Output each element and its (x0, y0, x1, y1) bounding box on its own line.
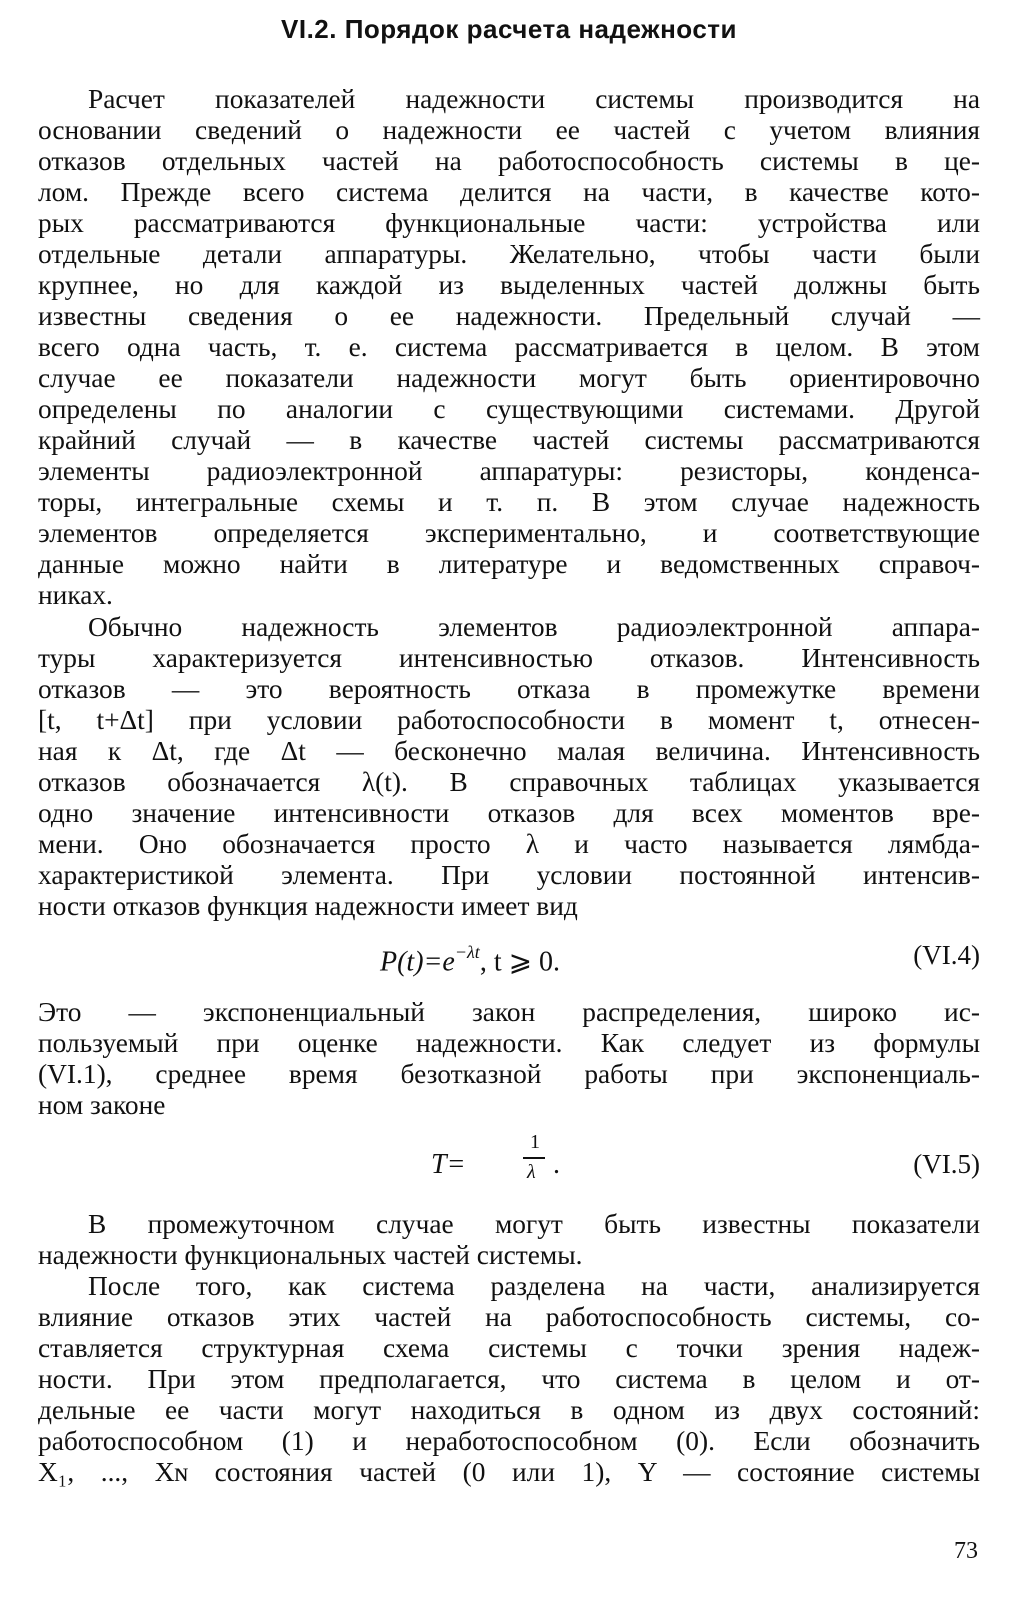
text-line: всего одна часть, т. е. система рассматривается в целом. В этом (38, 332, 980, 362)
text-line: Обычно надежность элементов радиоэлектронной аппара- (88, 612, 980, 642)
text-line: основании сведений о надежности ее частей с учетом влияния (38, 115, 980, 145)
text-line: характеристикой элемента. При условии постоянной интенсив- (38, 860, 980, 890)
text-line: мени. Оно обозначается просто λ и часто называется лямбда- (38, 829, 980, 859)
equation-number: (VI.5) (913, 1149, 980, 1179)
text-line: одно значение интенсивности отказов для всех моментов вре- (38, 798, 980, 828)
formula-exponent: −λt (454, 942, 480, 962)
text-line: отказов обозначается λ(t). В справочных таблицах указывается (38, 767, 980, 797)
text-line: крупнее, но для каждой из выделенных частей должны быть (38, 270, 980, 300)
text-line: торы, интегральные схемы и т. п. В этом случае надежность (38, 487, 980, 517)
text-line: пользуемый при оценке надежности. Как следует из формулы (38, 1028, 980, 1058)
text-line: надежности функциональных частей системы. (38, 1240, 583, 1270)
text-line: работоспособном (1) и неработоспособном (0). Если обозначить (38, 1426, 980, 1456)
text-line: определены по аналогии с существующими системами. Другой (38, 394, 980, 424)
formula-vi4 (380, 939, 560, 977)
formula-vi5-lhs: T= (431, 1149, 466, 1180)
text-line: ная к Δt, где Δt — бесконечно малая величина. Интенсивность (38, 736, 980, 766)
text-line: известны сведения о ее надежности. Предельный случай — (38, 301, 980, 331)
text-line: отказов отдельных частей на работоспособность системы в це- (38, 146, 980, 176)
formula-rhs: , t ⩾ 0. (479, 946, 561, 978)
text-line: рых рассматриваются функциональные части: устройства или (38, 208, 980, 238)
formula-lhs: P(t)=e (380, 946, 455, 978)
text-line: ности отказов функция надежности имеет вид (38, 891, 578, 921)
text-line: лом. Прежде всего система делится на части, в качестве кото- (38, 177, 980, 207)
equation-number: (VI.4) (913, 940, 980, 970)
text-line: элементов определяется экспериментально, и соответствующие (38, 518, 980, 548)
fraction-numerator: 1 (530, 1131, 540, 1153)
text-line: никах. (38, 580, 113, 610)
text-line: влияние отказов этих частей на работоспособность системы, со- (38, 1302, 980, 1332)
text-line: В промежуточном случае могут быть известны показатели (88, 1209, 980, 1239)
text-line: X₁, ..., Xɴ состояния частей (0 или 1), Y — состояние системы (38, 1457, 980, 1487)
text-line: туры характеризуется интенсивностью отказов. Интенсивность (38, 643, 980, 673)
text-line: отдельные детали аппаратуры. Желательно, чтобы части были (38, 239, 980, 269)
text-line: крайний случай — в качестве частей системы рассматриваются (38, 425, 980, 455)
text-line: ставляется структурная схема системы с точки зрения надеж- (38, 1333, 980, 1363)
text-line: ности. При этом предполагается, что система в целом и от- (38, 1364, 980, 1394)
page-number: 73 (954, 1538, 978, 1564)
text-line: (VI.1), среднее время безотказной работы при экспоненциаль- (38, 1059, 980, 1089)
text-line: Это — экспоненциальный закон распределения, широко ис- (38, 997, 980, 1027)
text-line: отказов — это вероятность отказа в промежутке времени (38, 674, 980, 704)
text-line: данные можно найти в литературе и ведомственных справоч- (38, 549, 980, 579)
text-line: [t, t+Δt] при условии работоспособности в момент t, отнесен- (38, 705, 980, 735)
text-line: ном законе (38, 1090, 166, 1120)
text-line: После того, как система разделена на части, анализируется (88, 1271, 980, 1301)
section-heading: VI.2. Порядок расчета надежности (281, 14, 737, 44)
fraction-denominator: λ (527, 1161, 536, 1183)
formula-period: . (553, 1149, 560, 1180)
fraction-bar (523, 1157, 545, 1159)
text-line: Расчет показателей надежности системы производится на (88, 84, 980, 114)
text-line: элементы радиоэлектронной аппаратуры: резисторы, конденса- (38, 456, 980, 486)
text-line: дельные ее части могут находиться в одном из двух состояний: (38, 1395, 980, 1425)
text-line: случае ее показатели надежности могут быть ориентировочно (38, 363, 980, 393)
